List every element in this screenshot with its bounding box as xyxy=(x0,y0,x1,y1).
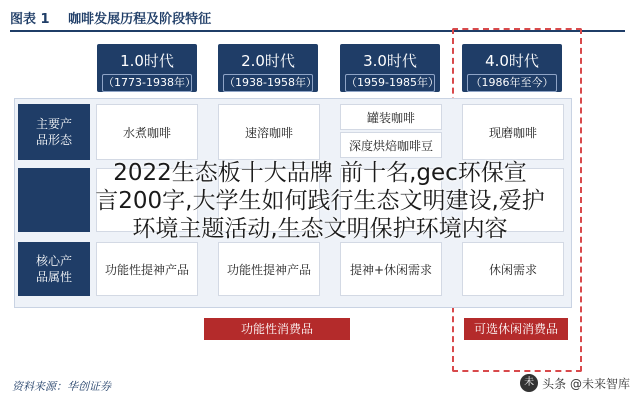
cell-attr-4: 休闲需求 xyxy=(462,242,564,296)
brand-text: 头条 @未来智库 xyxy=(542,376,630,391)
cell-product-3b: 深度烘焙咖啡豆 xyxy=(340,132,442,158)
era-name: 3.0时代 xyxy=(363,52,417,70)
era-1 xyxy=(97,44,197,92)
row-label-product-form: 主要产品形态 xyxy=(18,104,90,160)
figure-title-text: 咖啡发展历程及阶段特征 xyxy=(68,12,212,27)
era-name: 4.0时代 xyxy=(485,52,539,70)
era-4 xyxy=(462,44,562,92)
leisure-consumer-bar: 可选休闲消费品 xyxy=(464,318,568,340)
brand-logo-icon: 未 xyxy=(520,374,538,392)
overlay-text-line3: 环境主题活动,生态文明保护环境内容 xyxy=(132,216,508,242)
era-years: （1986年至今） xyxy=(467,74,557,92)
figure-label: 图表 1 xyxy=(10,12,50,27)
overlay-text-line2: 言200字,大学生如何践行生态文明建设,爱护 xyxy=(95,188,545,214)
era-years: （1938-1958年） xyxy=(223,74,313,92)
cell-attr-1: 功能性提神产品 xyxy=(96,242,198,296)
era-name: 2.0时代 xyxy=(241,52,295,70)
era-years: （1773-1938年） xyxy=(102,74,192,92)
cell-product-4: 现磨咖啡 xyxy=(462,104,564,160)
era-3 xyxy=(340,44,440,92)
brand-watermark xyxy=(520,374,630,392)
source-note: 资料来源：华创证券 xyxy=(12,380,111,393)
cell-product-3a: 罐装咖啡 xyxy=(340,104,442,130)
era-name: 1.0时代 xyxy=(120,52,174,70)
row-label-core-attribute: 核心产品属性 xyxy=(18,242,90,296)
cell-product-1: 水煮咖啡 xyxy=(96,104,198,160)
cell-attr-3: 提神+休闲需求 xyxy=(340,242,442,296)
overlay-text-line1: 2022生态板十大品牌 前十名,gec环保宣 xyxy=(113,160,527,186)
figure-title xyxy=(10,8,225,27)
era-2 xyxy=(218,44,318,92)
cell-attr-2: 功能性提神产品 xyxy=(218,242,320,296)
cell-product-2: 速溶咖啡 xyxy=(218,104,320,160)
era-years: （1959-1985年） xyxy=(345,74,435,92)
functional-consumer-bar: 功能性消费品 xyxy=(204,318,350,340)
